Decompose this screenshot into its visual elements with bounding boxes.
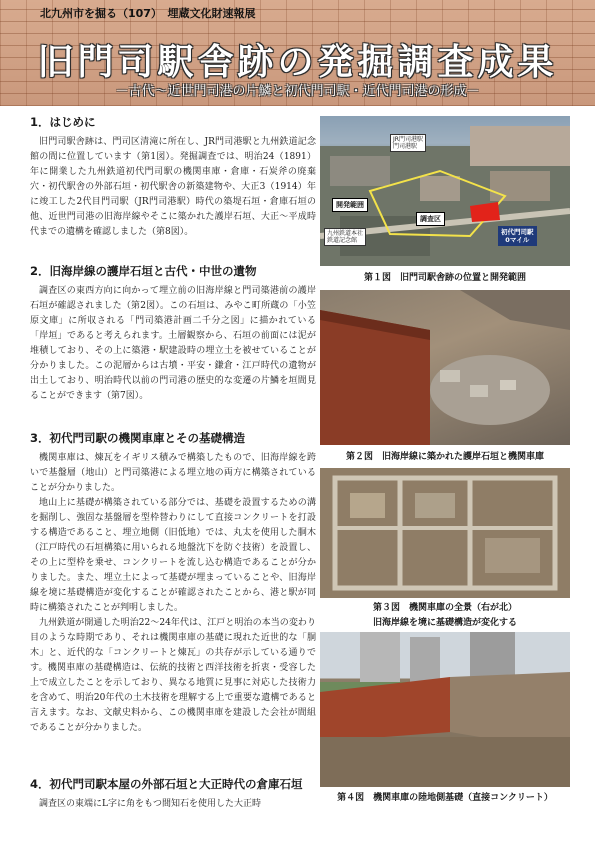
- figure-seawall-photo: [320, 290, 570, 445]
- figure-foundation-photo: [320, 632, 570, 787]
- section-seawall: [30, 263, 316, 404]
- figure-4-caption: 第４図 機関車庫の陸地側基礎（直接コンクリート）: [337, 793, 553, 803]
- engine-shed-graphic: [320, 468, 570, 598]
- section-intro: [30, 114, 316, 240]
- seawall-graphic: [320, 290, 570, 445]
- section-heading: 3．初代門司駅の機関車庫とその基礎構造: [30, 431, 245, 445]
- section-paragraph: 旧門司駅舎跡は、門司区清滝に所在し、JR門司港駅と九州鉄道記念館の間に位置しています（第1図）。発掘調査では、明治24（1891）年に開業した九州鉄道初代門司駅の機関車庫・倉庫・石炭斧の廃棄穴・初代駅舎の外部石垣・初代駅舎の新築建物や、大正3（1914）年に竣工した2代目門司駅（JR門司港駅）時代の築堤石垣・倉庫石垣の他、近世門司港の旧海岸線やそこに築かれた護岸石垣、大正～平成時代までの遺構を確認しました（第8図）。: [30, 137, 316, 237]
- figure-3-caption: 第３図 機関車庫の全景（右が北）: [372, 603, 517, 613]
- label-station: JR門司港駅 門司港駅: [390, 134, 426, 152]
- foundation-graphic: [320, 632, 570, 787]
- section-paragraph: 調査区の東西方向に向かって埋立前の旧海岸線と門司築港前の護岸石垣が確認されました（第2図）。この石垣は、みやこ町所蔵の「小笠原文庫」に所収される「門司築港計画二千分之図」に描かれている「岸垣」であると考えられます。土層観察から、石垣の前面には泥が堆積しており、その上に築港・駅建設時の埋立土を被せていることが分かりました。この泥層からは古墳・平安・鎌倉・江戸時代の遺物が出土しており、明治時代以前の門司港の歴史的な変遷の片鱗を垣間見ることができます（第7図）。: [30, 286, 316, 401]
- figure-1-caption: 第１図 旧門司駅舎跡の位置と開発範囲: [363, 273, 526, 283]
- figure-engine-shed-photo: [320, 468, 570, 598]
- figure-2-caption: 第２図 旧海岸線に築かれた護岸石垣と機関車庫: [345, 452, 544, 462]
- section-paragraph: 調査区の東端にL字に角をもつ間知石を使用した大正時: [39, 799, 261, 809]
- label-zero-mile: 初代門司駅 0マイル: [498, 226, 537, 246]
- section-paragraph: 機関車庫は、煉瓦をイギリス積みで構築したもので、旧海岸線を跨いで基盤層（地山）と門司築港による埋立地の両方に構築されていることが分かりました。: [30, 453, 316, 493]
- page-subtitle: －古代～近世門司港の片鱗と初代門司駅・近代門司港の形成－: [115, 84, 480, 99]
- section-engine-shed: [30, 430, 316, 736]
- series-label: 北九州市を掘る（107） 埋蔵文化財速報展: [40, 7, 256, 20]
- figure-aerial-photo: [320, 116, 570, 266]
- figure-3-subcaption: 旧海岸線を境に基礎構造が変化する: [372, 618, 517, 628]
- section-heading: 1．はじめに: [30, 115, 96, 129]
- section-paragraph: 九州鉄道が開通した明治22～24年代は、江戸と明治の本当の変わり目のような時期であり、それは機関車庫の基礎に現れた近世的な「胴木」と、近代的な「コンクリートと煉瓦」の共存が示している通りです。機関車庫の基礎構造は、伝統的技術と西洋技術を折衷・受容した上で成立したことを示しており、異なる地質に見事に対応した技術力を含めて、明治20年代の土木技術を理解する上で重要な遺構であると言えます。なお、文献史料から、この機関車庫を建設した会社が間組であることが分かりました。: [30, 618, 316, 733]
- section-stone-wall: [30, 776, 316, 812]
- header-banner: [0, 0, 595, 106]
- label-museum: 九州鉄道本社 鉄道記念館: [324, 228, 366, 246]
- section-paragraph: 地山上に基礎が構築されている部分では、基礎を設置するための溝を掘削し、強固な基盤層を型枠替わりにして直接コンクリートを打設する構造であること、埋立地側（旧低地）では、丸太を使用した胴木（江戸時代の石垣構築に用いられる地盤沈下を防ぐ技術）を設置し、その上に型枠を乗せ、コンクリートを流し込む構造であることが分かりました。また、埋立土によって基礎が埋まっていることや、旧海岸線を境に基礎構造が変化することが確認されたことから、港と駅が同時に構築されたことが判明しました。: [30, 498, 316, 613]
- page-title: 旧門司駅舎跡の発掘調査成果: [37, 42, 558, 83]
- label-survey-area: 調査区: [416, 212, 445, 226]
- section-heading: 2．旧海岸線の護岸石垣と古代・中世の遺物: [30, 264, 257, 278]
- section-heading: 4．初代門司駅本屋の外部石垣と大正時代の倉庫石垣: [30, 777, 303, 791]
- label-dev-area: 開発範囲: [332, 198, 368, 212]
